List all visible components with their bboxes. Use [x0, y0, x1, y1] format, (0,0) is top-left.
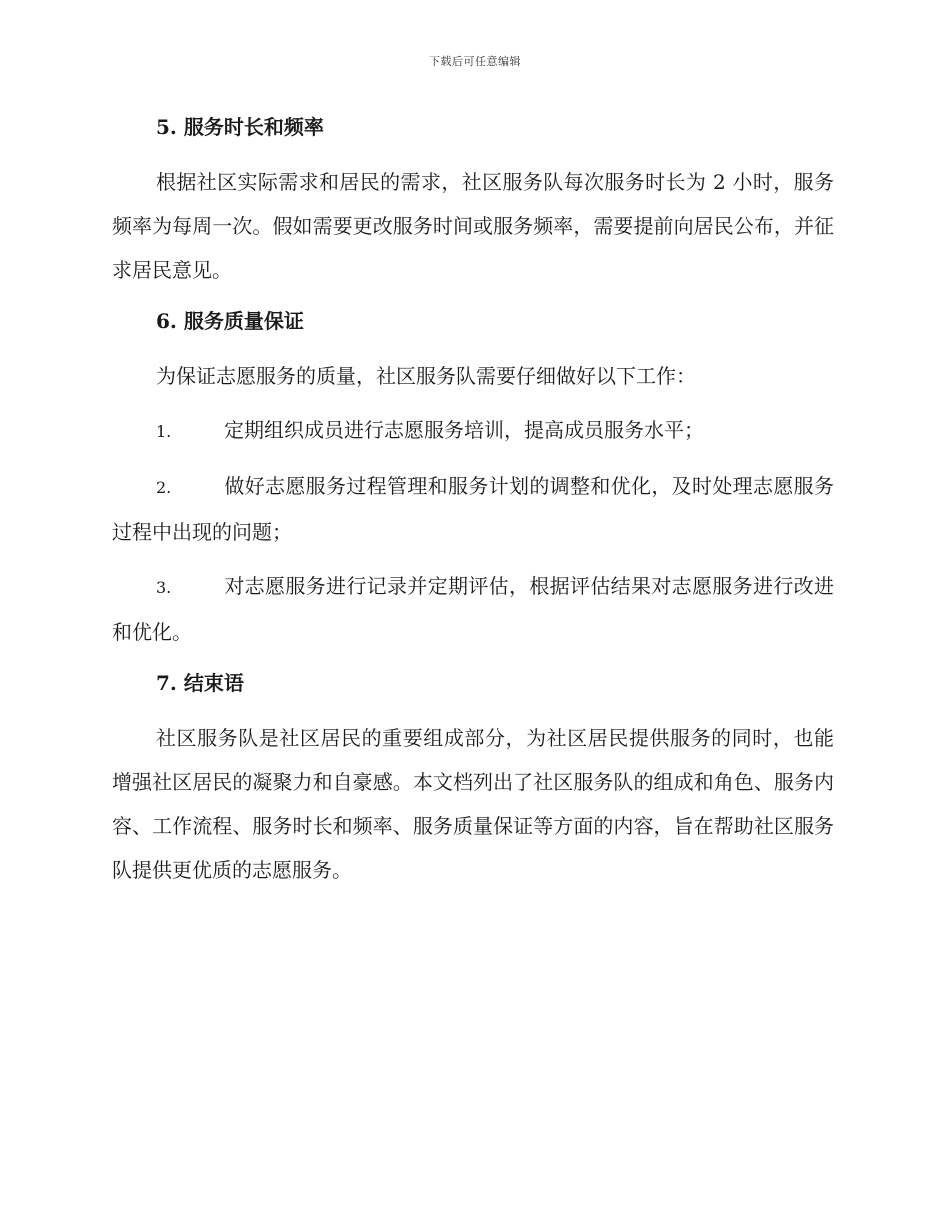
- list-number: 1.: [156, 422, 172, 441]
- list-text: 对志愿服务进行记录并定期评估，根据评估结果对志愿服务进行改进和优化。: [112, 574, 834, 644]
- list-item-2: [112, 464, 834, 554]
- section-7-paragraph: 社区服务队是社区居民的重要组成部分，为社区居民提供服务的同时，也能增强社区居民的凝聚力和自豪感。本文档列出了社区服务队的组成和角色、服务内容、工作流程、服务时长和频率、服务质量保证等方面的内容，旨在帮助社区服务队提供更优质的志愿服务。: [112, 726, 834, 882]
- list-text: 定期组织成员进行志愿服务培训，提高成员服务水平；: [224, 418, 704, 442]
- section-5-heading: 5. 服务时长和频率: [156, 115, 324, 139]
- list-number: 3.: [156, 578, 172, 597]
- section-6-paragraph: 为保证志愿服务的质量，社区服务队需要仔细做好以下工作：: [156, 364, 696, 388]
- page-header: 下载后可任意编辑: [429, 55, 521, 68]
- list-item-3: [112, 564, 834, 654]
- section-7-heading: 7. 结束语: [156, 671, 244, 695]
- section-6-heading: 6. 服务质量保证: [156, 309, 304, 333]
- list-item-1: [112, 408, 834, 454]
- list-number: 2.: [156, 478, 172, 497]
- list-text: 做好志愿服务过程管理和服务计划的调整和优化，及时处理志愿服务过程中出现的问题；: [112, 474, 834, 544]
- document-body: [112, 108, 834, 902]
- section-5-paragraph: 根据社区实际需求和居民的需求，社区服务队每次服务时长为 2 小时，服务频率为每周一次。假如需要更改服务时间或服务频率，需要提前向居民公布，并征求居民意见。: [112, 170, 834, 282]
